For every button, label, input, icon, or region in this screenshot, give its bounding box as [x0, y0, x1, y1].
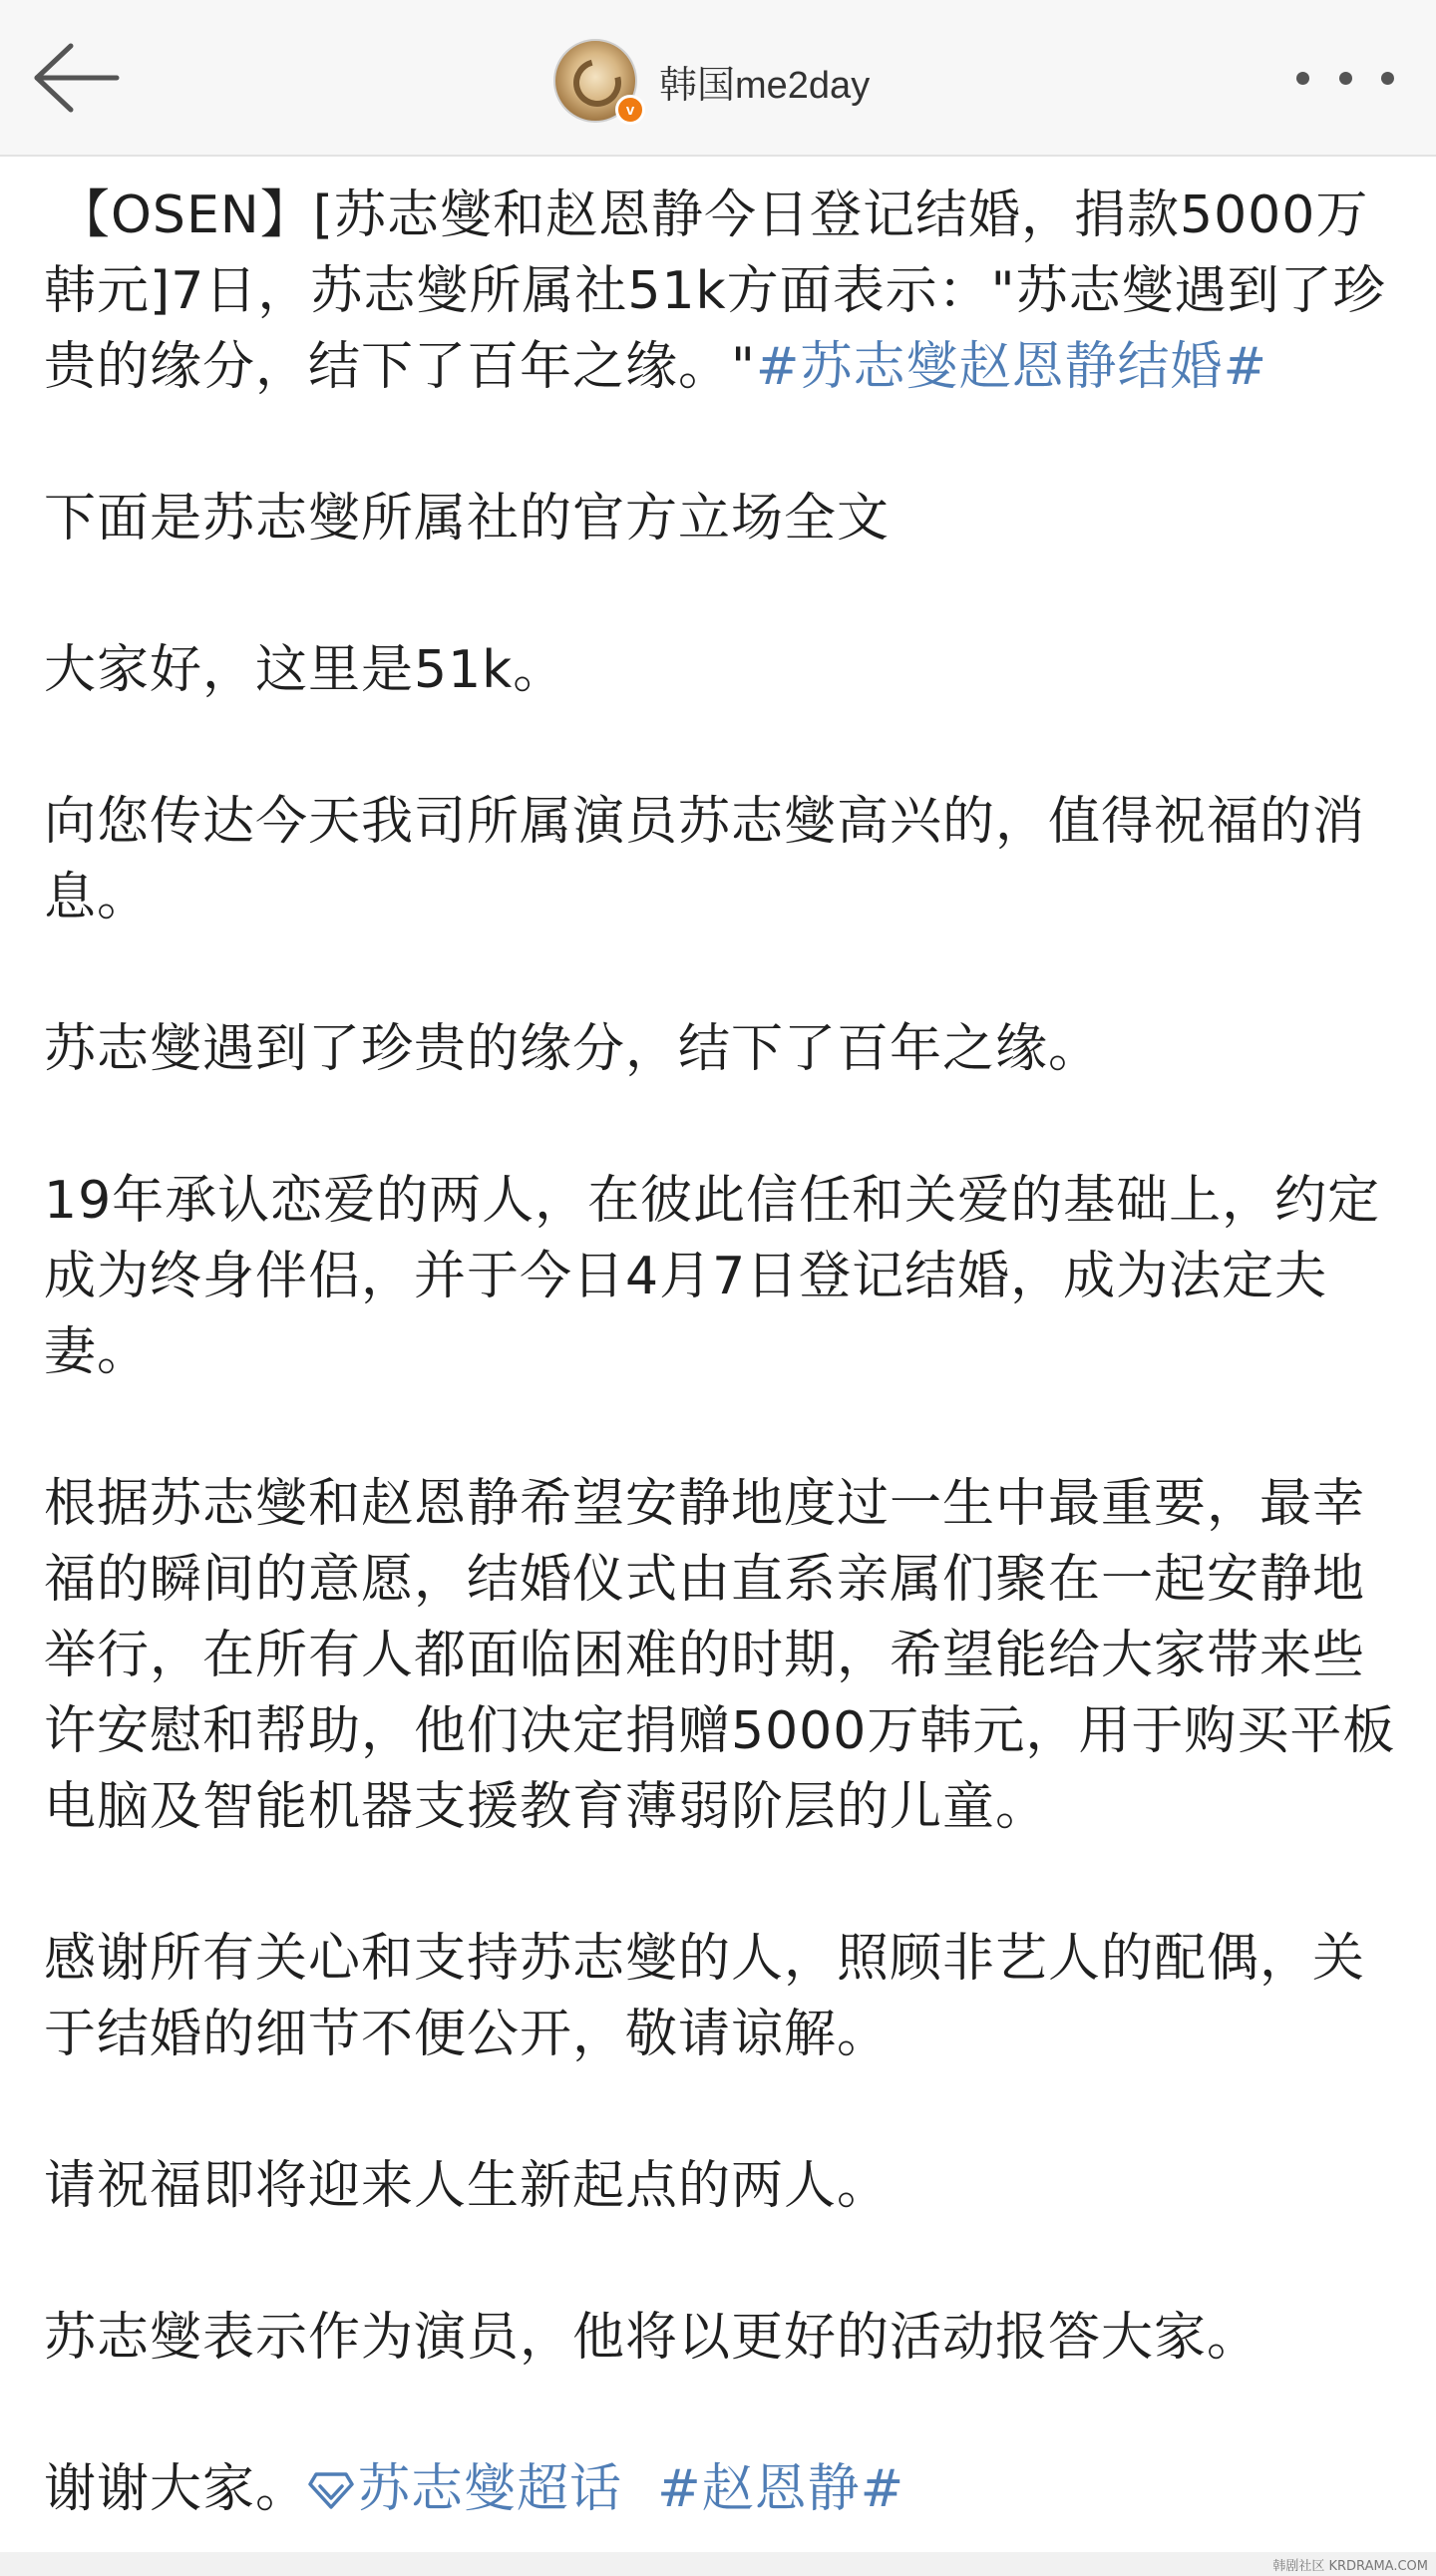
post-paragraph: 向您传达今天我司所属演员苏志燮高兴的，值得祝福的消息。 [44, 792, 1366, 927]
post-paragraph [44, 2451, 1410, 2527]
more-horizontal-icon [1296, 72, 1309, 85]
post-paragraph: 大家好，这里是51k。 [44, 640, 566, 700]
post-text: 谢谢大家。 [44, 2459, 309, 2519]
more-horizontal-icon [1381, 72, 1394, 85]
topic-link[interactable]: #赵恩静# [657, 2459, 905, 2519]
back-button[interactable] [28, 36, 124, 120]
post-paragraph: 苏志燮表示作为演员，他将以更好的活动报答大家。 [44, 2308, 1260, 2368]
arrow-left-icon [31, 42, 121, 114]
topic-link[interactable]: #苏志燮赵恩静结婚# [755, 337, 1268, 397]
super-topic-label: 苏志燮超话 [358, 2459, 623, 2519]
super-topic-link[interactable] [308, 2459, 622, 2519]
post-paragraph: 感谢所有关心和支持苏志燮的人，照顾非艺人的配偶，关于结婚的细节不便公开，敬请谅解。 [44, 1929, 1366, 2064]
post-paragraph: 根据苏志燮和赵恩静希望安静地度过一生中最重要，最幸福的瞬间的意愿，结婚仪式由直系亲属们聚在一起安静地举行，在所有人都面临困难的时期，希望能给大家带来些许安慰和帮助，他们决定捐赠5000万韩元，用于购买平板电脑及智能机器支援教育薄弱阶层的儿童。 [44, 1474, 1396, 1837]
account-header[interactable] [553, 36, 870, 126]
post-text: 【OSEN】[苏志燮和赵恩静今日登记结婚，捐款5000万韩元]7日，苏志燮所属社51k方面表示："苏志燮遇到了珍贵的缘分，结下了百年之缘。" [44, 185, 1386, 397]
post-paragraph: 苏志燮遇到了珍贵的缘分，结下了百年之缘。 [44, 1019, 1102, 1079]
diamond-icon [308, 2470, 354, 2510]
post-paragraph: 下面是苏志燮所属社的官方立场全文 [44, 489, 891, 549]
post-paragraph [44, 178, 1410, 405]
top-navigation-bar [0, 0, 1436, 157]
verified-badge-icon: v [615, 95, 645, 125]
post-paragraph: 19年承认恋爱的两人，在彼此信任和关爱的基础上，约定成为终身伴侣，并于今日4月7日登记结婚，成为法定夫妻。 [44, 1171, 1381, 1382]
watermark: 韩剧社区 KRDRAMA.COM [1272, 2559, 1428, 2574]
post-paragraph: 请祝福即将迎来人生新起点的两人。 [44, 2156, 891, 2216]
more-horizontal-icon [1339, 72, 1352, 85]
post-content [44, 178, 1410, 2527]
more-options-button[interactable] [1290, 50, 1400, 106]
avatar[interactable] [553, 39, 637, 123]
footer-bar [0, 2552, 1436, 2576]
account-name[interactable]: 韩国me2day [659, 64, 871, 107]
